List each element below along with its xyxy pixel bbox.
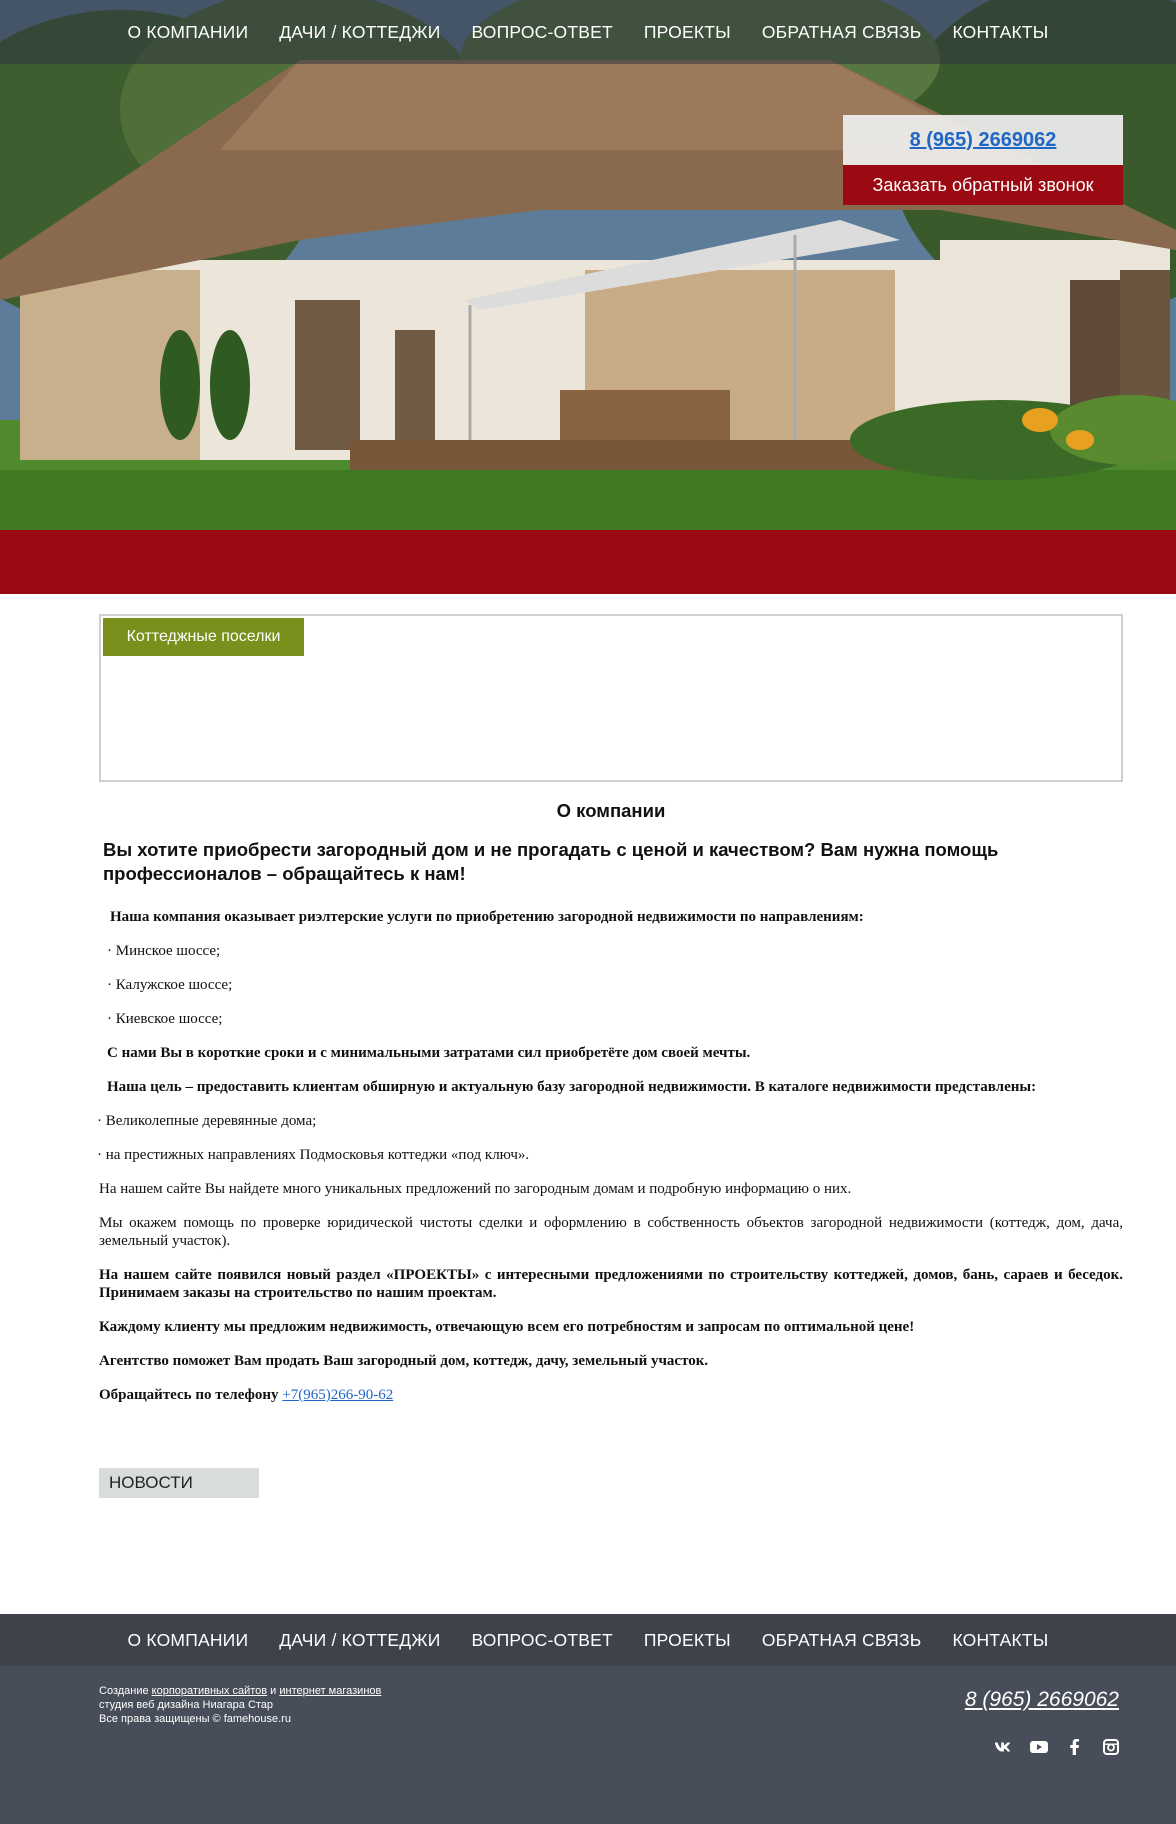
- nav-faq[interactable]: ВОПРОС-ОТВЕТ: [471, 21, 613, 42]
- footer-nav-faq[interactable]: ВОПРОС-ОТВЕТ: [471, 1629, 613, 1650]
- online-stores-link[interactable]: интернет магазинов: [279, 1685, 382, 1697]
- catalog-item: · Великолепные деревянные дома;: [97, 1113, 317, 1129]
- sell-text: Агентство поможет Вам продать Ваш загородный дом, коттедж, дачу, земельный участок.: [99, 1353, 709, 1369]
- services-intro: Наша компания оказывает риэлтерские услуги по приобретению загородной недвижимости по направлениям:: [110, 909, 864, 925]
- credits-line-2: студия веб дизайна Ниагара Стар: [99, 1699, 274, 1711]
- footer-phone-link[interactable]: 8 (965) 2669062: [964, 1688, 1119, 1711]
- callback-button[interactable]: Заказать обратный звонок: [843, 165, 1123, 205]
- footer-navigation: [0, 1614, 1176, 1666]
- dream-text: С нами Вы в короткие сроки и с минимальными затратами сил приобретёте дом своей мечты.: [107, 1045, 751, 1061]
- header-phone-link[interactable]: 8 (965) 2669062: [909, 128, 1057, 151]
- highway-item: · Калужское шоссе;: [107, 977, 233, 993]
- contact-line: [99, 1386, 1123, 1404]
- goal-text: Наша цель – предоставить клиентам обширную и актуальную базу загородной недвижимости. В каталоге недвижимости представлены:: [107, 1079, 1037, 1095]
- footer-nav-feedback[interactable]: ОБРАТНАЯ СВЯЗЬ: [761, 1629, 922, 1650]
- vk-icon[interactable]: [994, 1738, 1012, 1756]
- contact-prefix: Обращайтесь по телефону: [99, 1387, 283, 1403]
- nav-contacts[interactable]: КОНТАКТЫ: [952, 21, 1049, 42]
- news-heading[interactable]: НОВОСТИ: [99, 1468, 259, 1498]
- highway-item: · Киевское шоссе;: [107, 1011, 223, 1027]
- unique-offers-text: На нашем сайте Вы найдете много уникальных предложений по загородным домам и подробную информацию о них.: [99, 1181, 852, 1197]
- credits-and: и: [267, 1685, 280, 1697]
- footer-nav-projects[interactable]: ПРОЕКТЫ: [643, 1629, 731, 1650]
- site-footer: [0, 1666, 1176, 1824]
- youtube-icon[interactable]: [1030, 1738, 1048, 1756]
- footer-nav-contacts[interactable]: КОНТАКТЫ: [952, 1629, 1049, 1650]
- corporate-sites-link[interactable]: корпоративных сайтов: [151, 1685, 268, 1697]
- highway-item: · Минское шоссе;: [107, 943, 221, 959]
- hero-banner: [0, 0, 1176, 530]
- credits-line-1: [99, 1684, 381, 1698]
- legal-help-text: Мы окажем помощь по проверке юридической чистоты сделки и оформлению в собственность объектов загородной недвижимости (коттедж, дом, дача, земельный участок).: [99, 1215, 1123, 1249]
- about-section: [99, 800, 1123, 1420]
- top-navigation: [0, 0, 1176, 64]
- facebook-icon[interactable]: [1066, 1738, 1084, 1756]
- tab-cottage-villages[interactable]: Коттеджные поселки: [103, 618, 304, 656]
- every-client-text: Каждому клиенту мы предложим недвижимость, отвечающую всем его потребностям и запросам по оптимальной цене!: [99, 1319, 915, 1335]
- house-illustration: [0, 0, 1176, 530]
- footer-nav-about[interactable]: О КОМПАНИИ: [127, 1629, 249, 1650]
- instagram-icon[interactable]: [1102, 1738, 1120, 1756]
- cottage-villages-panel: [99, 614, 1123, 782]
- about-title: О компании: [556, 800, 666, 821]
- projects-announcement: На нашем сайте появился новый раздел «ПРОЕКТЫ» с интересными предложениями по строительству коттеджей, домов, бань, сараев и беседок. Принимаем заказы на строительство по нашим проектам.: [99, 1267, 1123, 1301]
- credits-prefix: Создание: [99, 1685, 152, 1697]
- nav-projects[interactable]: ПРОЕКТЫ: [643, 21, 731, 42]
- footer-credits: [99, 1684, 381, 1726]
- header-phone-box: [843, 115, 1123, 165]
- red-divider-band: [0, 530, 1176, 594]
- nav-about[interactable]: О КОМПАНИИ: [127, 21, 249, 42]
- nav-cottages[interactable]: ДАЧИ / КОТТЕДЖИ: [279, 21, 441, 42]
- contact-phone-link[interactable]: +7(965)266-90-62: [282, 1387, 394, 1403]
- about-lead: Вы хотите приобрести загородный дом и не прогадать с ценой и качеством? Вам нужна помощь профессионалов – обращайтесь к нам!: [103, 839, 999, 884]
- catalog-item: · на престижных направлениях Подмосковья коттеджи «под ключ».: [97, 1147, 530, 1163]
- credits-line-3: Все права защищены © famehouse.ru: [99, 1713, 291, 1725]
- social-links: [994, 1738, 1120, 1756]
- nav-feedback[interactable]: ОБРАТНАЯ СВЯЗЬ: [761, 21, 922, 42]
- footer-nav-cottages[interactable]: ДАЧИ / КОТТЕДЖИ: [279, 1629, 441, 1650]
